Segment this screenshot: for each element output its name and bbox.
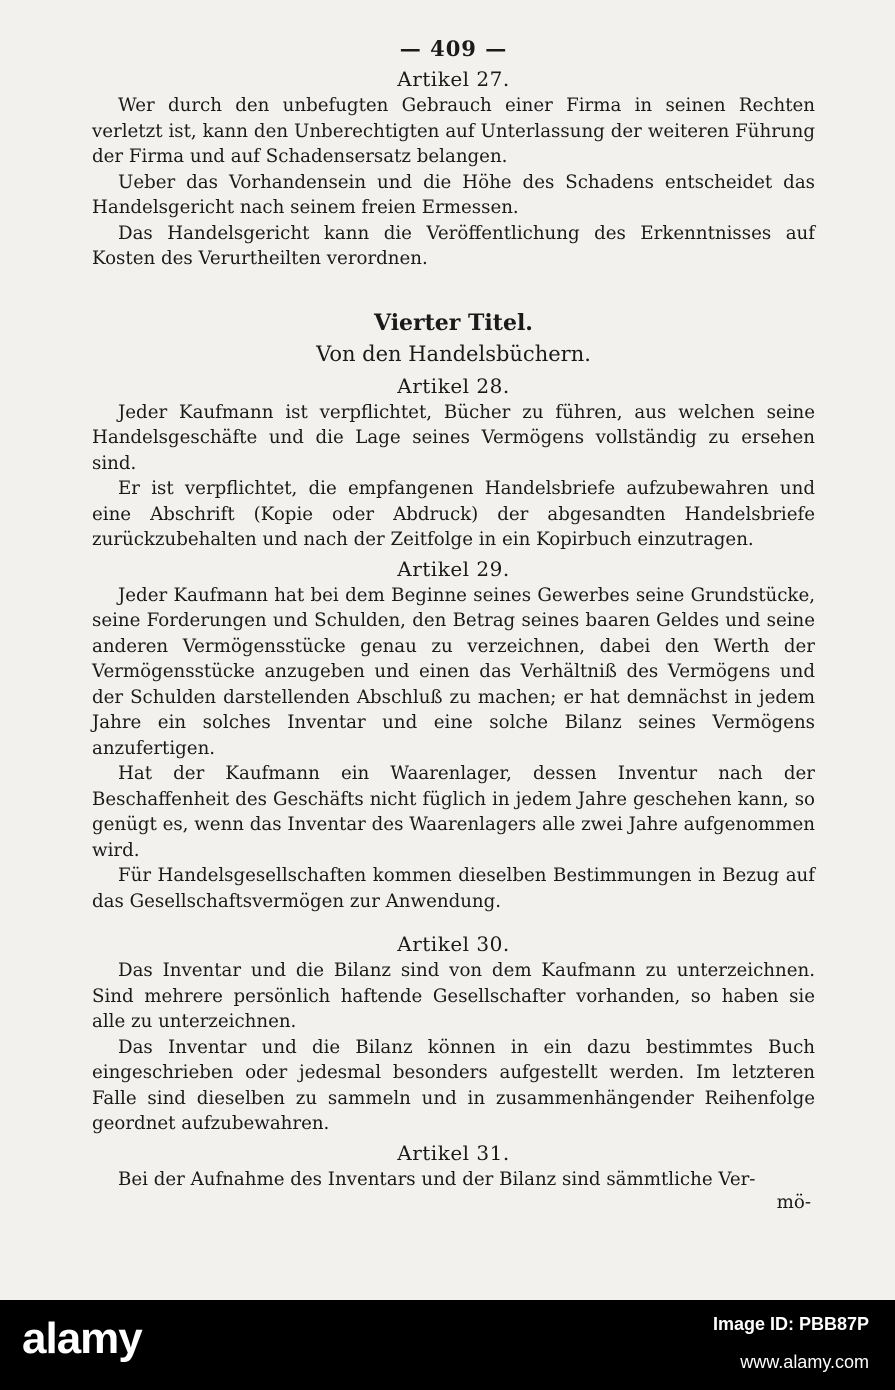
section-subtitle: Von den Handelsbüchern.: [316, 341, 591, 366]
article-27-paragraph-3: Das Handelsgericht kann die Veröffentlichung des Erkenntnisses auf Kosten des Verurtheilten verordnen.: [92, 222, 815, 269]
article-29: [92, 557, 815, 915]
article-30-paragraph-1: Das Inventar und die Bilanz sind von dem Kaufmann zu unterzeichnen. Sind mehrere persönlich haftende Gesellschafter vorhanden, so haben sie alle zu unterzeichnen.: [92, 960, 815, 1032]
page-number: — 409 —: [399, 36, 508, 61]
article-31-paragraph-1: Bei der Aufnahme des Inventars und der Bilanz sind sämmtliche Ver-: [118, 1168, 756, 1190]
article-31-catchword: mö-: [776, 1192, 811, 1213]
article-27-heading: Artikel 27.: [397, 67, 510, 91]
article-31-heading: Artikel 31.: [397, 1140, 510, 1165]
article-28: [92, 374, 815, 553]
article-31: [92, 1141, 815, 1215]
article-28-heading: Artikel 28.: [397, 373, 510, 398]
article-27: [92, 67, 815, 272]
article-27-paragraph-2: Ueber das Vorhandensein und die Höhe des Schadens entscheidet das Handelsgericht nach seinem freien Ermessen.: [92, 171, 815, 218]
article-30: [92, 932, 815, 1137]
article-29-heading: Artikel 29.: [397, 556, 510, 581]
section-title: Vierter Titel.: [374, 309, 533, 336]
article-28-paragraph-2: Er ist verpflichtet, die empfangenen Handelsbriefe aufzubewahren und eine Abschrift (Kopie oder Abdruck) der abgesandten Handelsbriefe zurückzubehalten und nach der Zeitfolge in ein Kopirbuch einzutragen.: [92, 478, 815, 550]
image-id-label: Image ID: PBB87P: [712, 1314, 869, 1334]
article-28-paragraph-1: Jeder Kaufmann ist verpflichtet, Bücher zu führen, aus welchen seine Handelsgeschäfte und die Lage seines Vermögens vollständig zu ersehen sind.: [92, 401, 815, 474]
article-29-paragraph-3: Für Handelsgesellschaften kommen dieselben Bestimmungen in Bezug auf das Gesellschaftsvermögen zur Anwendung.: [92, 865, 815, 912]
footer-url: www.alamy.com: [740, 1352, 869, 1372]
article-30-paragraph-2: Das Inventar und die Bilanz können in ein dazu bestimmtes Buch eingeschrieben oder jedesmal besonders aufgestellt werden. Im letzteren Falle sind dieselben zu sammeln und in zusammenhängender Reihenfolge geordnet aufzubewahren.: [92, 1036, 815, 1134]
article-29-paragraph-1: Jeder Kaufmann hat bei dem Beginne seines Gewerbes seine Grundstücke, seine Forderungen und Schulden, den Betrag seines baaren Geldes und seine anderen Vermögensstücke genau zu verzeichnen, dabei den Werth der Vermögensstücke anzugeben und einen das Verhältniß des Vermögens und der Schulden darstellenden Abschluß zu machen; er hat demnächst in jedem Jahre ein solches Inventar und eine solche Bilanz seines Vermögens anzufertigen.: [92, 584, 815, 759]
watermark-footer: [0, 1300, 895, 1390]
article-29-paragraph-2: Hat der Kaufmann ein Waarenlager, dessen Inventur nach der Beschaffenheit des Geschäfts nicht füglich in jedem Jahre geschehen kann, so genügt es, wenn das Inventar des Waarenlagers alle zwei Jahre aufgenommen wird.: [92, 763, 815, 861]
alamy-logo: alamy: [22, 1314, 142, 1363]
article-30-heading: Artikel 30.: [397, 932, 510, 956]
article-27-paragraph-1: Wer durch den unbefugten Gebrauch einer Firma in seinen Rechten verletzt ist, kann den Unberechtigten auf Unterlassung der weiteren Führung der Firma und auf Schadensersatz belangen.: [92, 95, 815, 167]
